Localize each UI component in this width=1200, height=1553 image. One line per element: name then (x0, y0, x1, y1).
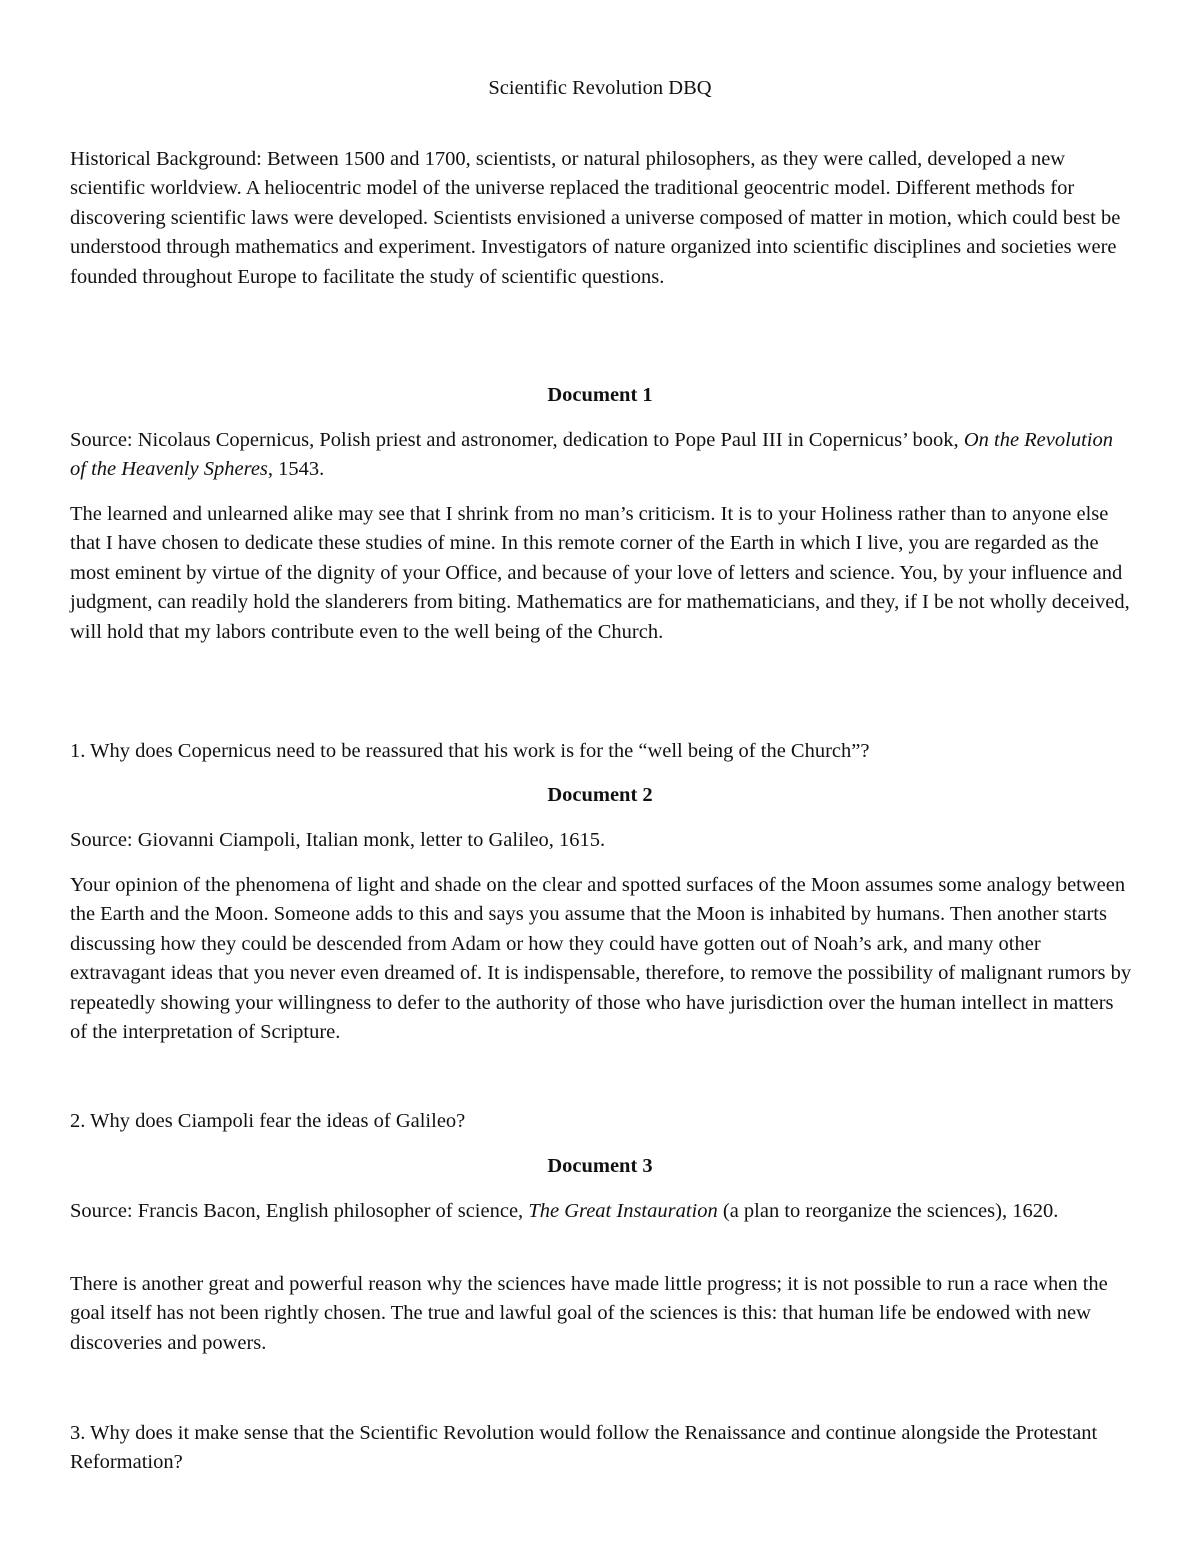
document-1-heading: Document 1 (547, 384, 653, 406)
document-1-source-title: On the Revolution of the Heavenly Spheres (70, 429, 1113, 481)
document-1-source (70, 426, 1132, 485)
historical-background: Historical Background: Between 1500 and 1700, scientists, or natural philosophers, as they were called, developed a new scientific worldview. A heliocentric model of the universe replaced the traditional geocentric model. Different methods for discovering scientific laws were developed. Scientists envisioned a universe composed of matter in motion, which could best be understood through mathematics and experiment. Investigators of nature organized into scientific disciplines and societies were founded throughout Europe to facilitate the study of scientific questions. (70, 148, 1121, 288)
document-3-source-title: The Great Instauration (528, 1200, 718, 1222)
document-3-source (70, 1197, 1132, 1226)
document-3-source-suffix: (a plan to reorganize the sciences), 1620. (717, 1200, 1059, 1222)
question-1: 1. Why does Copernicus need to be reassured that his work is for the “well being of the Church”? (70, 740, 870, 762)
document-1-source-prefix: Source: Nicolaus Copernicus, Polish priest and astronomer, dedication to Pope Paul III in Copernicus’ book, (70, 429, 964, 451)
document-3-text: There is another great and powerful reason why the sciences have made little progress; it is not possible to run a race when the goal itself has not been rightly chosen. The true and lawful goal of the sciences is this: that human life be endowed with new discoveries and powers. (70, 1273, 1108, 1354)
document-3-source-prefix: Source: Francis Bacon, English philosopher of science, (70, 1200, 529, 1222)
document-1-text: The learned and unlearned alike may see that I shrink from no man’s criticism. It is to your Holiness rather than to anyone else that I have chosen to dedicate these studies of mine. In this remote corner of the Earth in which I live, you are regarded as the most eminent by virtue of the dignity of your Office, and because of your love of letters and science. You, by your influence and judgment, can readily hold the slanderers from biting. Mathematics are for mathematicians, and they, if I be not wholly deceived, will hold that my labors contribute even to the well being of the Church. (70, 503, 1130, 643)
document-1-source-suffix: , 1543. (267, 458, 325, 481)
question-3: 3. Why does it make sense that the Scientific Revolution would follow the Renaissance and continue alongside the Protestant Reformation? (70, 1422, 1098, 1474)
question-2: 2. Why does Ciampoli fear the ideas of Galileo? (70, 1110, 466, 1132)
page-title: Scientific Revolution DBQ (488, 77, 712, 99)
document-2-source: Source: Giovanni Ciampoli, Italian monk, letter to Galileo, 1615. (70, 829, 606, 851)
document-3-heading: Document 3 (547, 1155, 653, 1177)
document-2-text: Your opinion of the phenomena of light and shade on the clear and spotted surfaces of the Moon assumes some analogy between the Earth and the Moon. Someone adds to this and says you assume that the Moon is inhabited by humans. Then another starts discussing how they could be descended from Adam or how they could have gotten out of Noah’s ark, and many other extravagant ideas that you never even dreamed of. It is indispensable, therefore, to remove the possibility of malignant rumors by repeatedly showing your willingness to defer to the authority of those who have jurisdiction over the human intellect in matters of the interpretation of Scripture. (70, 874, 1132, 1044)
document-2-heading: Document 2 (547, 784, 653, 806)
